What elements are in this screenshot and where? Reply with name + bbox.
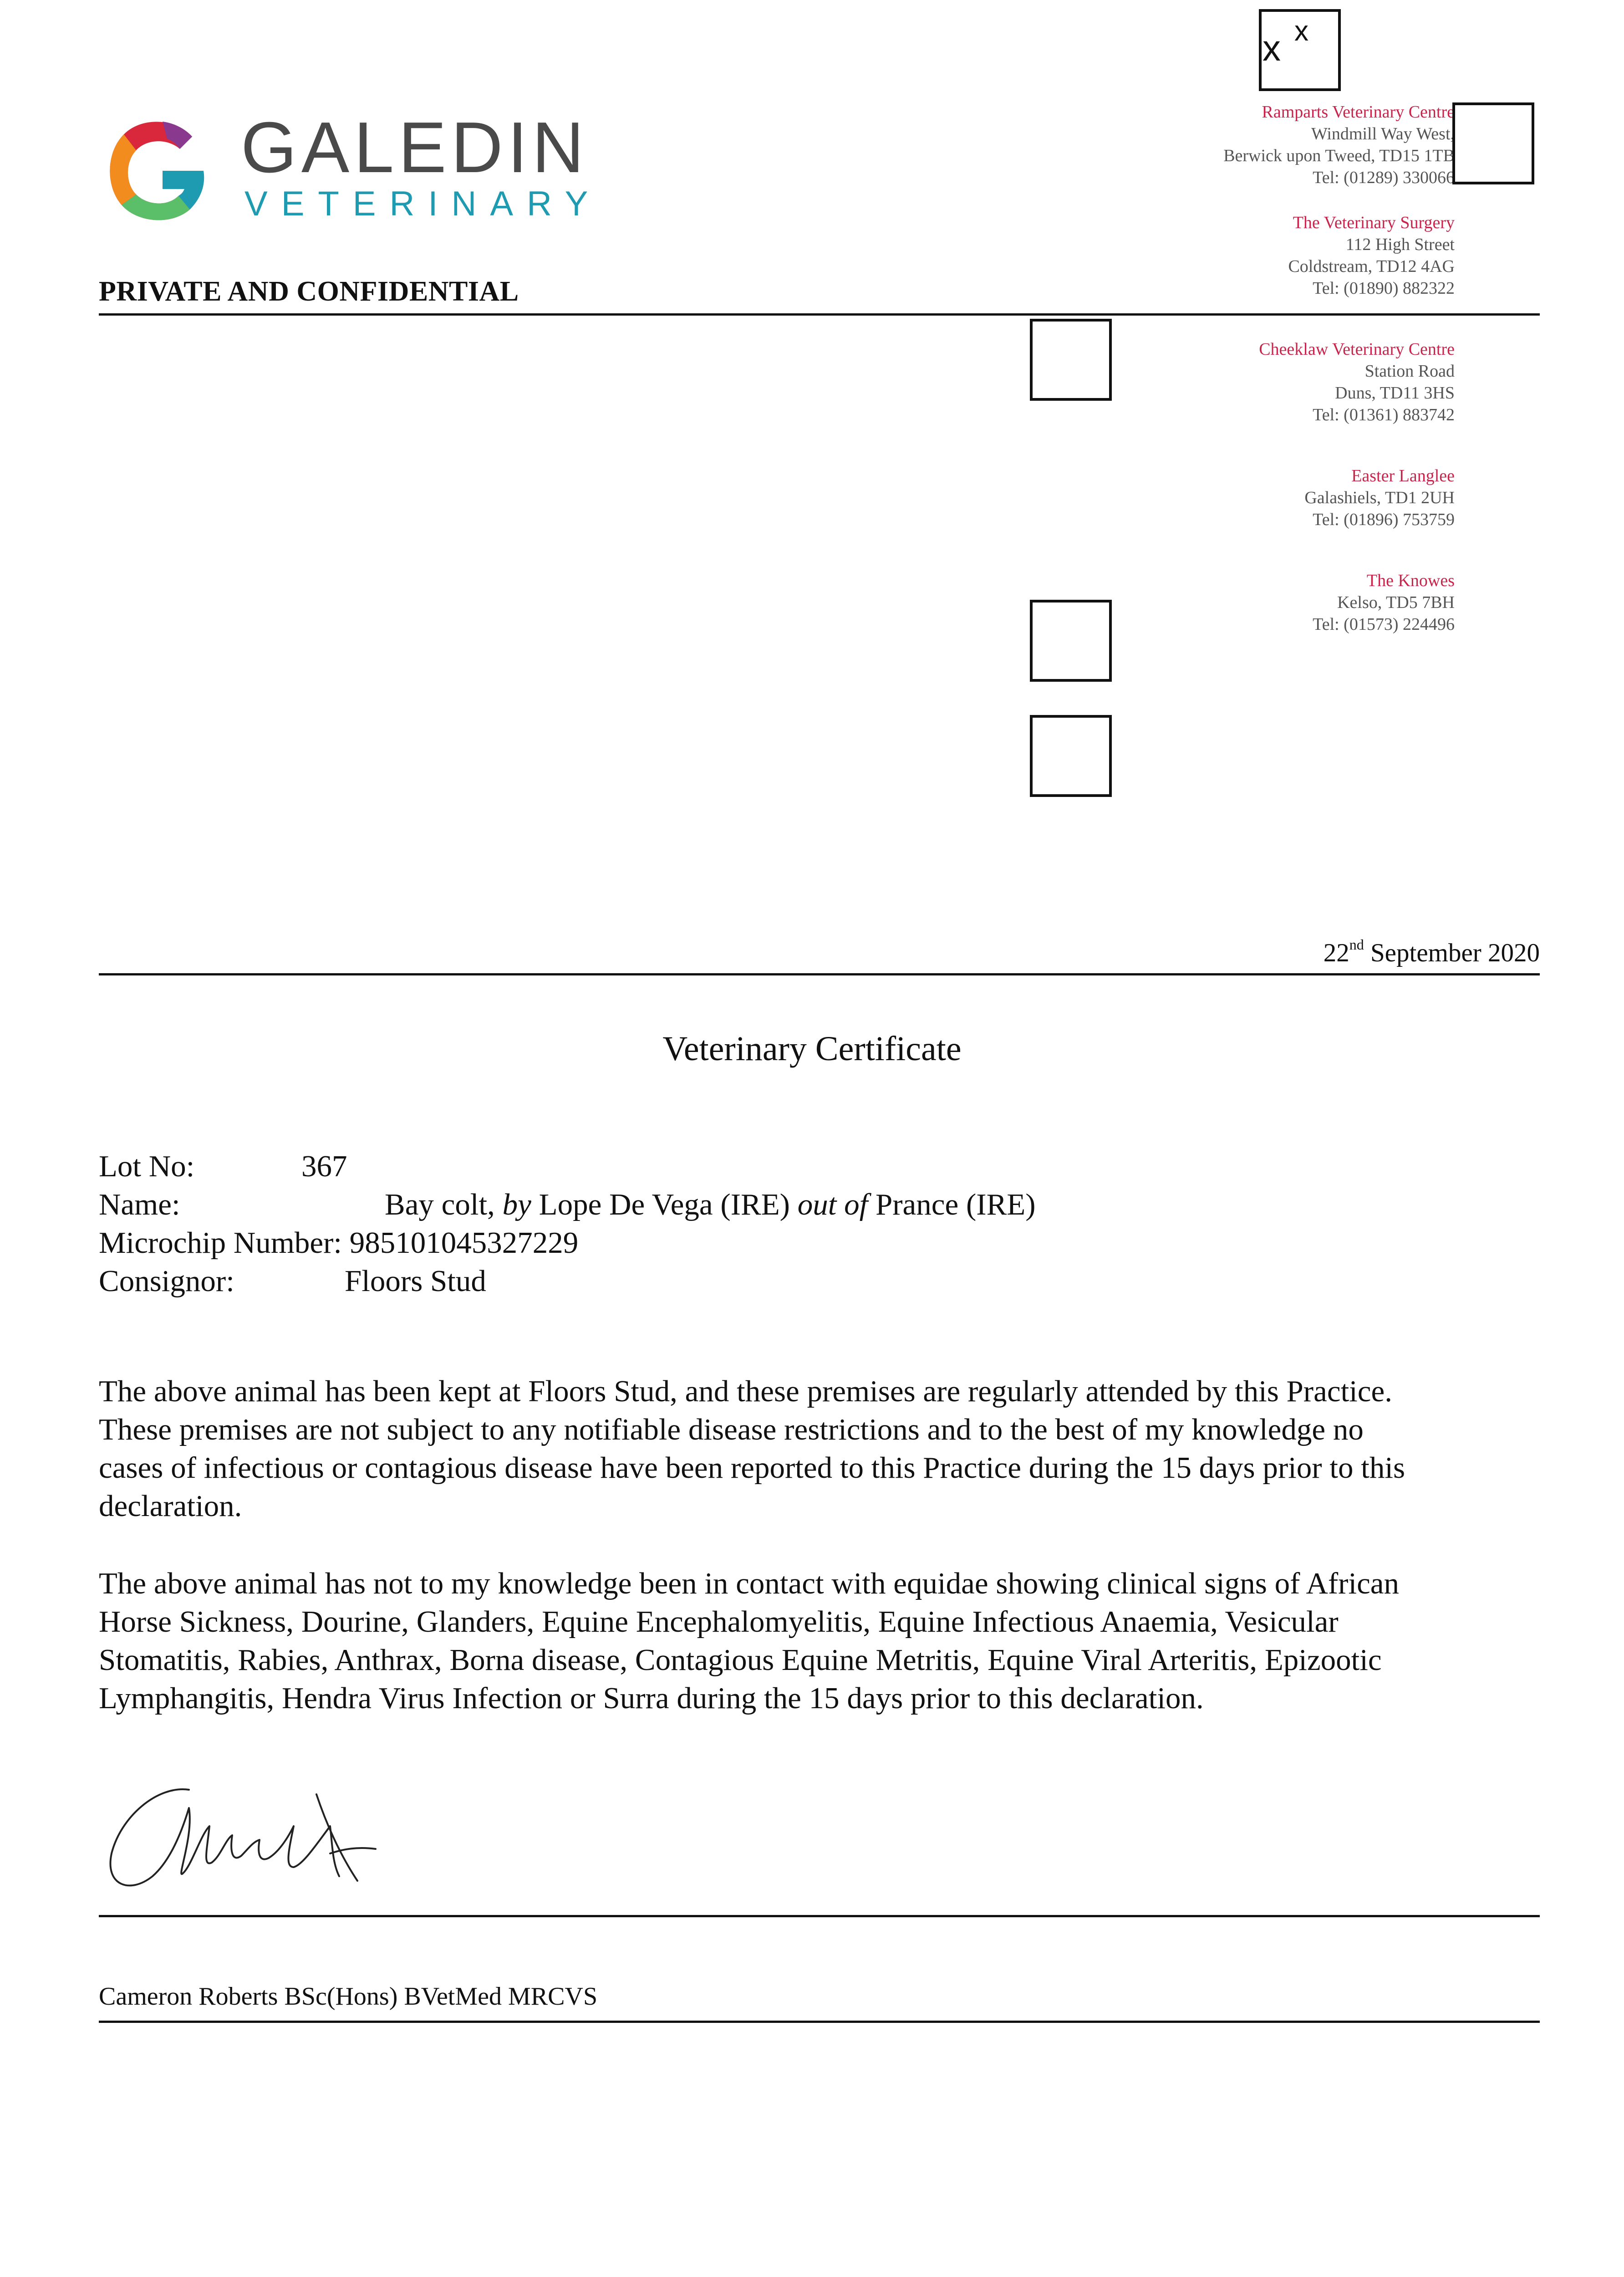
consignor-label: Consignor: xyxy=(99,1264,234,1298)
practice-address-line: Windmill Way West, xyxy=(1311,124,1455,143)
marked-checkbox[interactable] xyxy=(1259,9,1341,91)
footer-divider xyxy=(99,2021,1540,2023)
practice-name: The Knowes xyxy=(1366,571,1455,590)
checkbox[interactable] xyxy=(1452,102,1534,184)
checkbox[interactable] xyxy=(1030,319,1112,401)
name-label: Name: xyxy=(99,1188,180,1221)
practice-address-line: Galashiels, TD1 2UH xyxy=(1304,488,1455,507)
horse-name: Bay colt, by Lope De Vega (IRE) out of Prance (IRE) xyxy=(385,1188,1036,1221)
practice-phone: Tel: (01896) 753759 xyxy=(1313,510,1455,529)
practice-address-line: Kelso, TD5 7BH xyxy=(1337,593,1455,612)
signatory-name: Cameron Roberts BSc(Hons) BVetMed MRCVS xyxy=(99,1982,598,2011)
confidential-label: PRIVATE AND CONFIDENTIAL xyxy=(99,276,519,307)
box-x-mark: x xyxy=(1263,28,1281,68)
practice-address-line: Station Road xyxy=(1364,362,1455,381)
practice-name: Ramparts Veterinary Centre xyxy=(1262,102,1455,122)
microchip-row xyxy=(99,1228,578,1258)
practice-address-line: Coldstream, TD12 4AG xyxy=(1288,257,1455,276)
practice-address-line: Berwick upon Tweed, TD15 1TB xyxy=(1223,146,1455,165)
signature-line xyxy=(99,1915,1540,1917)
lot-value: 367 xyxy=(301,1149,347,1183)
premises-paragraph: The above animal has been kept at Floors Stud, and these premises are regularly attended by this Practice. These premises are not subject to any notifiable disease restrictions and to the best of my knowledge no cases of infectious or contagious disease have been reported to this Practice during the 15 days prior to this declaration. xyxy=(99,1374,1405,1523)
date-day: 22 xyxy=(1323,939,1349,967)
practice-phone: Tel: (01289) 330066 xyxy=(1313,168,1455,187)
disease-contact-paragraph: The above animal has not to my knowledge been in contact with equidae showing clinical signs of African Horse Sickness, Dourine, Glanders, Equine Encephalomyelitis, Equine Infectious Anaemia, Vesicular Stomatitis, Rabies, Anthrax, Borna disease, Contagious Equine Metritis, Equine Viral Arteritis, Epizootic Lymphangitis, Hendra Virus Infection or Surra during the 15 days prior to this declaration. xyxy=(99,1567,1400,1715)
practice-easter-langlee xyxy=(1045,465,1455,570)
consignor-value: Floors Stud xyxy=(345,1264,486,1298)
lot-label: Lot No: xyxy=(99,1149,195,1183)
date-month-year: September 2020 xyxy=(1370,939,1540,967)
certificate-title: Veterinary Certificate xyxy=(662,1030,962,1068)
checkbox[interactable] xyxy=(1030,715,1112,797)
practice-name: The Veterinary Surgery xyxy=(1293,213,1455,232)
galedin-logo xyxy=(99,107,602,235)
microchip-value: 985101045327229 xyxy=(349,1226,579,1260)
practice-name: Easter Langlee xyxy=(1351,466,1455,485)
practice-ramparts xyxy=(1045,101,1455,212)
practice-phone: Tel: (01890) 882322 xyxy=(1313,279,1455,298)
logo-wordmark: GALEDIN xyxy=(241,107,589,188)
small-x-mark: x xyxy=(1294,15,1308,47)
practice-name: Cheeklaw Veterinary Centre xyxy=(1259,340,1455,359)
galedin-logo-mark-icon xyxy=(99,112,217,230)
microchip-label: Microchip Number: xyxy=(99,1226,342,1260)
date-suffix: nd xyxy=(1349,936,1364,953)
date-divider xyxy=(99,973,1540,975)
practice-phone: Tel: (01573) 224496 xyxy=(1313,615,1455,634)
practice-address-line: 112 High Street xyxy=(1345,235,1455,254)
practice-phone: Tel: (01361) 883742 xyxy=(1313,405,1455,424)
certificate-date xyxy=(1324,938,1540,968)
logo-subtitle: VETERINARY xyxy=(244,184,602,223)
signature-image xyxy=(102,1776,412,1913)
checkbox[interactable] xyxy=(1030,600,1112,682)
practice-address-line: Duns, TD11 3HS xyxy=(1335,383,1455,403)
